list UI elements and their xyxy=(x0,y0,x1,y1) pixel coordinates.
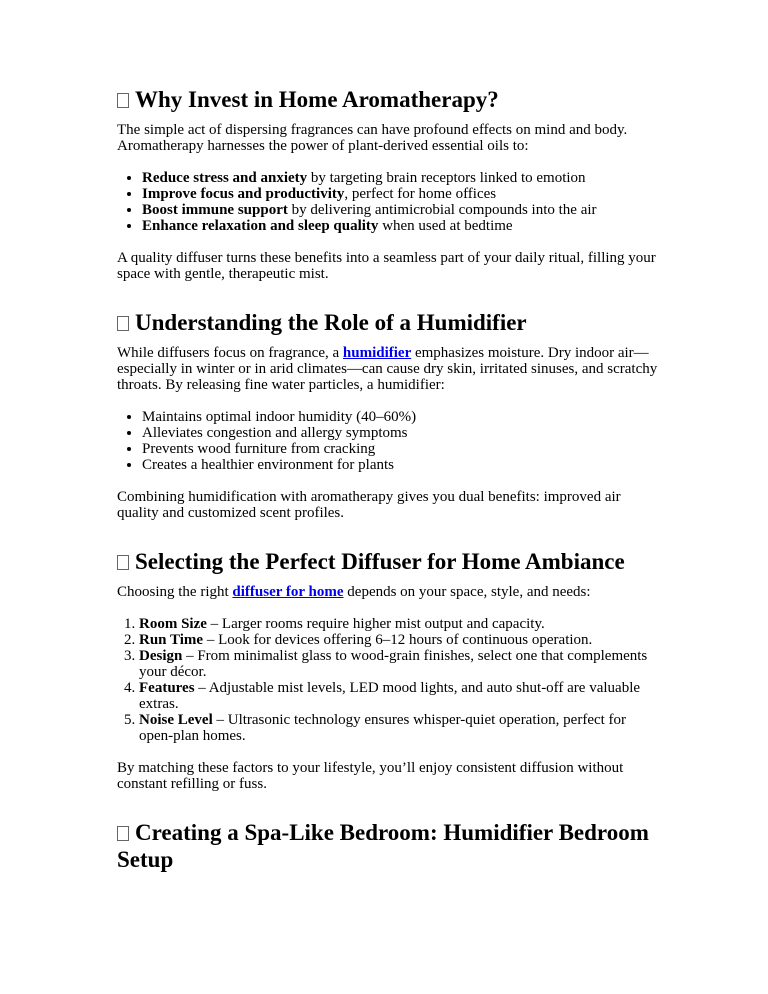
list-item: • Boost immune support by delivering antimicrobial compounds into the air xyxy=(142,202,662,218)
heading-bedroom-setup: Creating a Spa-Like Bedroom: Humidifier Bedroom Setup xyxy=(117,820,649,872)
list-item: 3. Design – From minimalist glass to wood-grain finishes, select one that complements your décor. xyxy=(139,648,662,680)
list-item: 5. Noise Level – Ultrasonic technology ensures whisper-quiet operation, perfect for open-plan homes. xyxy=(139,712,662,744)
list-item: • Maintains optimal indoor humidity (40–60%) xyxy=(142,409,662,425)
diffuser-for-home-link[interactable]: diffuser for home xyxy=(232,584,344,600)
emoji-icon xyxy=(117,555,129,570)
heading-aromatherapy: Why Invest in Home Aromatherapy? xyxy=(117,86,662,113)
list-item: • Reduce stress and anxiety by targeting brain receptors linked to emotion xyxy=(142,170,662,186)
paragraph: The simple act of dispersing fragrances can have profound effects on mind and body. Aromatherapy harnesses the power of plant-derived essential oils to: xyxy=(117,122,628,154)
list-item: • Creates a healthier environment for plants xyxy=(142,457,662,473)
emoji-icon xyxy=(117,826,129,841)
humidifier-link[interactable]: humidifier xyxy=(342,345,412,361)
list-item: • Improve focus and productivity, perfect for home offices xyxy=(142,186,662,202)
document xyxy=(117,86,662,882)
list-item: 4. Features – Adjustable mist levels, LED mood lights, and auto shut-off are valuable extras. xyxy=(139,680,662,712)
list-item: • Enhance relaxation and sleep quality when used at bedtime xyxy=(142,218,662,234)
heading-humidifier: Understanding the Role of a Humidifier xyxy=(117,309,662,336)
heading-selecting-diffuser: Selecting the Perfect Diffuser for Home Ambiance xyxy=(117,548,662,575)
emoji-icon xyxy=(117,316,129,331)
benefit-list xyxy=(117,170,662,234)
list-item: 2. Run Time – Look for devices offering 6–12 hours of continuous operation. xyxy=(139,632,662,648)
paragraph: By matching these factors to your lifestyle, you’ll enjoy consistent diffusion without constant refilling or fuss. xyxy=(117,760,624,792)
list-item: • Prevents wood furniture from cracking xyxy=(142,441,662,457)
humidifier-benefit-list xyxy=(117,409,662,473)
list-item: 1. Room Size – Larger rooms require higher mist output and capacity. xyxy=(139,616,662,632)
paragraph: While diffusers focus on fragrance, a humidifier emphasizes moisture. Dry indoor air—especially in winter or in arid climates—can cause dry skin, irritated sinuses, and scratchy throats. By releasing fine water particles, a humidifier: xyxy=(117,345,658,393)
paragraph: A quality diffuser turns these benefits into a seamless part of your daily ritual, filling your space with gentle, therapeutic mist. xyxy=(117,250,656,282)
list-item: • Alleviates congestion and allergy symptoms xyxy=(142,425,662,441)
paragraph: Combining humidification with aromatherapy gives you dual benefits: improved air quality and customized scent profiles. xyxy=(117,489,621,521)
paragraph: Choosing the right diffuser for home depends on your space, style, and needs: xyxy=(117,584,591,600)
selection-factor-list xyxy=(117,616,662,744)
emoji-icon xyxy=(117,93,129,108)
